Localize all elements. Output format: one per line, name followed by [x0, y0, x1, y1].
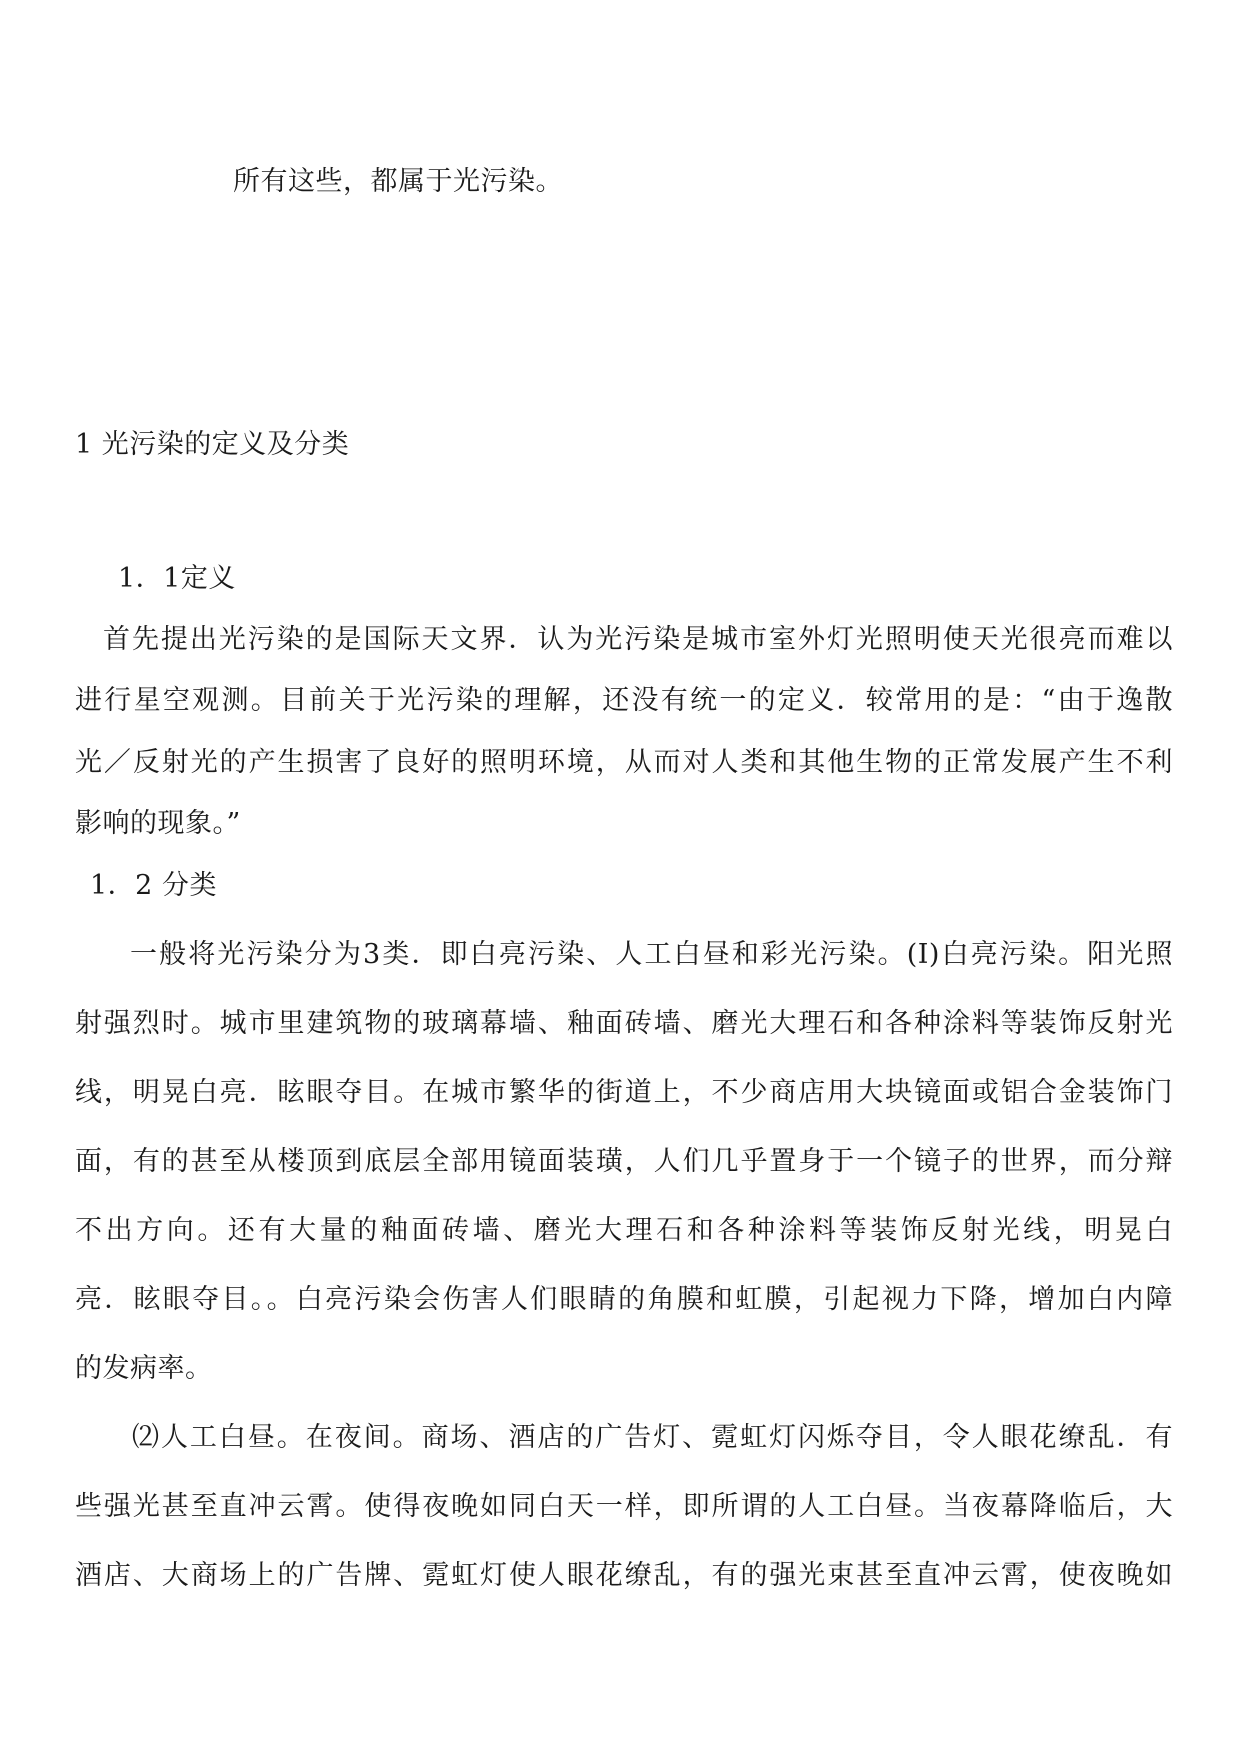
definition-paragraph-line: 首先提出光污染的是国际天文界．认为光污染是城市室外灯光照明使天光很亮而难以: [103, 624, 1173, 655]
classification-paragraph-line: 射强烈时。城市里建筑物的玻璃幕墙、釉面砖墙、磨光大理石和各种涂料等装饰反射光: [75, 1008, 1173, 1039]
section-heading-definition-classification: 1 光污染的定义及分类: [75, 429, 350, 460]
classification-paragraph-line: 的发病率。: [75, 1353, 213, 1384]
classification-paragraph-line: 亮．眩眼夺目。。白亮污染会伤害人们眼睛的角膜和虹膜，引起视力下降，增加白内障: [75, 1284, 1173, 1315]
artificial-day-paragraph-line: ⑵人工白昼。在夜间。商场、酒店的广告灯、霓虹灯闪烁夺目，令人眼花缭乱．有: [132, 1422, 1173, 1453]
classification-paragraph-line: 面，有的甚至从楼顶到底层全部用镜面装璜，人们几乎置身于一个镜子的世界，而分辩: [75, 1146, 1173, 1177]
definition-paragraph-line: 影响的现象。”: [75, 808, 241, 839]
classification-paragraph-line: 不出方向。还有大量的釉面砖墙、磨光大理石和各种涂料等装饰反射光线，明晃白: [75, 1215, 1173, 1246]
classification-paragraph-line: 线，明晃白亮．眩眼夺目。在城市繁华的街道上，不少商店用大块镜面或铝合金装饰门: [75, 1077, 1173, 1108]
artificial-day-paragraph-line: 酒店、大商场上的广告牌、霓虹灯使人眼花缭乱，有的强光束甚至直冲云霄，使夜晚如: [75, 1560, 1173, 1591]
subsection-heading-classification: 1．2 分类: [90, 870, 217, 901]
definition-paragraph-line: 光／反射光的产生损害了良好的照明环境，从而对人类和其他生物的正常发展产生不利: [75, 747, 1173, 778]
classification-paragraph-line: 一般将光污染分为3类．即白亮污染、人工白昼和彩光污染。(I)白亮污染。阳光照: [130, 939, 1173, 970]
definition-paragraph-line: 进行星空观测。目前关于光污染的理解，还没有统一的定义．较常用的是：“由于逸散: [75, 685, 1173, 716]
intro-line: 所有这些，都属于光污染。: [233, 166, 563, 197]
artificial-day-paragraph-line: 些强光甚至直冲云霄。使得夜晚如同白天一样，即所谓的人工白昼。当夜幕降临后，大: [75, 1491, 1173, 1522]
subsection-heading-definition: 1．1定义: [118, 563, 236, 594]
